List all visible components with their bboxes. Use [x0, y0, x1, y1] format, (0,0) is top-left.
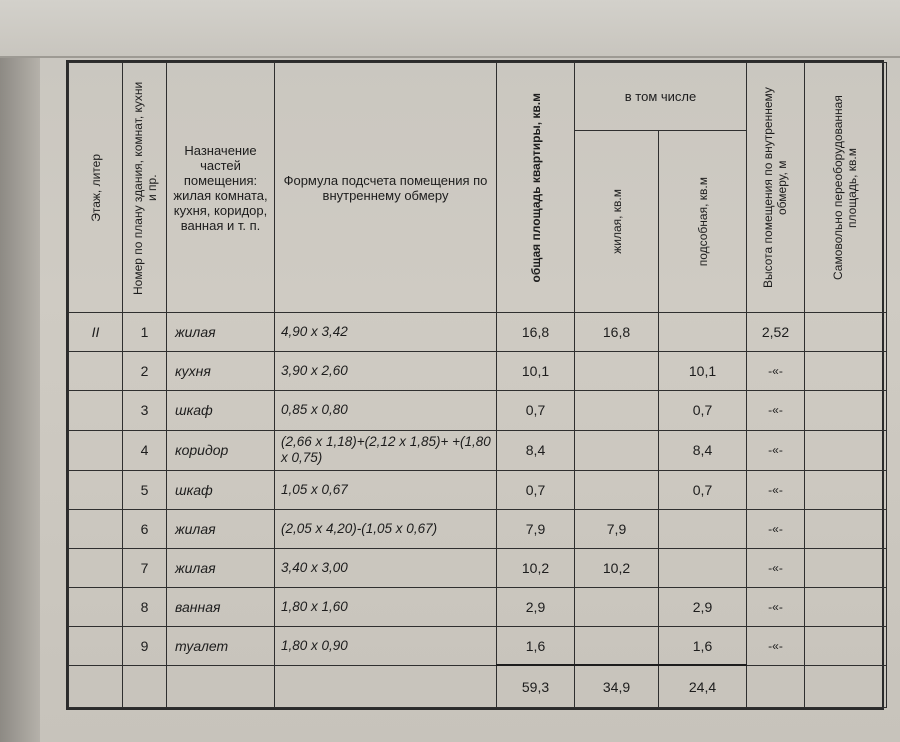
total-area-cell: 10,2	[497, 548, 575, 587]
room-number-cell: 7	[123, 548, 167, 587]
purpose-cell: жилая	[167, 313, 275, 352]
sheet-edge	[0, 0, 40, 742]
totals-empty-cell	[747, 665, 805, 707]
height-cell: -«-	[747, 548, 805, 587]
table-row	[69, 313, 887, 352]
page-top-strip	[0, 0, 900, 58]
height-cell: -«-	[747, 391, 805, 430]
aux-area-cell: 8,4	[659, 430, 747, 470]
table-row	[69, 509, 887, 548]
living-area-cell: 10,2	[575, 548, 659, 587]
living-area-cell	[575, 352, 659, 391]
totals-empty-cell	[167, 665, 275, 707]
aux-area-cell: 0,7	[659, 470, 747, 509]
formula-cell: 1,05 x 0,67	[275, 470, 497, 509]
header-total-area: общая площадь квартиры, кв.м	[497, 63, 575, 313]
height-cell: -«-	[747, 509, 805, 548]
header-floor-litera: Этаж, литер	[69, 63, 123, 313]
table-row	[69, 430, 887, 470]
totals-empty-cell	[69, 665, 123, 707]
living-area-cell: 7,9	[575, 509, 659, 548]
room-number-cell: 1	[123, 313, 167, 352]
purpose-cell: коридор	[167, 430, 275, 470]
room-number-cell: 6	[123, 509, 167, 548]
self-rebuilt-cell	[805, 391, 887, 430]
self-rebuilt-cell	[805, 352, 887, 391]
height-cell: -«-	[747, 430, 805, 470]
purpose-cell: туалет	[167, 626, 275, 665]
formula-cell: (2,05 x 4,20)-(1,05 x 0,67)	[275, 509, 497, 548]
self-rebuilt-cell	[805, 587, 887, 626]
self-rebuilt-cell	[805, 548, 887, 587]
living-area-sum: 34,9	[575, 665, 659, 707]
purpose-cell: ванная	[167, 587, 275, 626]
floor-cell	[69, 352, 123, 391]
room-area-table	[66, 60, 884, 710]
aux-area-cell: 2,9	[659, 587, 747, 626]
header-purpose: Назначение частей помещения: жилая комната, кухня, коридор, ванная и т. п.	[167, 63, 275, 313]
aux-area-sum: 24,4	[659, 665, 747, 707]
floor-cell	[69, 470, 123, 509]
aux-area-cell: 0,7	[659, 391, 747, 430]
self-rebuilt-cell	[805, 430, 887, 470]
total-area-sum: 59,3	[497, 665, 575, 707]
total-area-cell: 2,9	[497, 587, 575, 626]
header-including: в том числе	[575, 63, 747, 131]
living-area-cell	[575, 430, 659, 470]
height-cell: -«-	[747, 470, 805, 509]
aux-area-cell	[659, 313, 747, 352]
formula-cell: 4,90 x 3,42	[275, 313, 497, 352]
totals-empty-cell	[805, 665, 887, 707]
purpose-cell: жилая	[167, 509, 275, 548]
formula-cell: 3,90 x 2,60	[275, 352, 497, 391]
purpose-cell: шкаф	[167, 470, 275, 509]
total-area-cell: 16,8	[497, 313, 575, 352]
header-height: Высота помещения по внутреннему обмеру, м	[747, 63, 805, 313]
room-number-cell: 2	[123, 352, 167, 391]
self-rebuilt-cell	[805, 313, 887, 352]
total-area-cell: 0,7	[497, 391, 575, 430]
header-plan-number: Номер по плану здания, комнат, кухни и пр.	[123, 63, 167, 313]
self-rebuilt-cell	[805, 626, 887, 665]
living-area-cell	[575, 391, 659, 430]
header-living: жилая, кв.м	[575, 131, 659, 313]
total-area-cell: 10,1	[497, 352, 575, 391]
room-number-cell: 8	[123, 587, 167, 626]
floor-cell	[69, 626, 123, 665]
room-number-cell: 4	[123, 430, 167, 470]
formula-cell: 1,80 x 0,90	[275, 626, 497, 665]
header-formula: Формула подсчета помещения по внутреннему обмеру	[275, 63, 497, 313]
floor-cell	[69, 391, 123, 430]
room-number-cell: 9	[123, 626, 167, 665]
floor-cell	[69, 587, 123, 626]
table-row	[69, 352, 887, 391]
living-area-cell: 16,8	[575, 313, 659, 352]
purpose-cell: жилая	[167, 548, 275, 587]
height-cell: -«-	[747, 626, 805, 665]
floor-cell	[69, 548, 123, 587]
purpose-cell: шкаф	[167, 391, 275, 430]
living-area-cell	[575, 587, 659, 626]
height-cell: -«-	[747, 352, 805, 391]
totals-empty-cell	[275, 665, 497, 707]
table-row	[69, 626, 887, 665]
aux-area-cell	[659, 509, 747, 548]
table-row	[69, 391, 887, 430]
total-area-cell: 8,4	[497, 430, 575, 470]
total-area-cell: 7,9	[497, 509, 575, 548]
height-cell: 2,52	[747, 313, 805, 352]
aux-area-cell	[659, 548, 747, 587]
formula-cell: 1,80 x 1,60	[275, 587, 497, 626]
total-area-cell: 0,7	[497, 470, 575, 509]
aux-area-cell: 10,1	[659, 352, 747, 391]
living-area-cell	[575, 626, 659, 665]
living-area-cell	[575, 470, 659, 509]
height-cell: -«-	[747, 587, 805, 626]
self-rebuilt-cell	[805, 509, 887, 548]
totals-empty-cell	[123, 665, 167, 707]
header-auxiliary: подсобная, кв.м	[659, 131, 747, 313]
total-area-cell: 1,6	[497, 626, 575, 665]
formula-cell: (2,66 x 1,18)+(2,12 x 1,85)+ +(1,80 x 0,75)	[275, 430, 497, 470]
totals-row	[69, 665, 887, 707]
room-number-cell: 5	[123, 470, 167, 509]
table-row	[69, 470, 887, 509]
header-self-rebuilt: Самовольно переоборудованная площадь, кв.м	[805, 63, 887, 313]
room-number-cell: 3	[123, 391, 167, 430]
formula-cell: 3,40 x 3,00	[275, 548, 497, 587]
table-row	[69, 548, 887, 587]
formula-cell: 0,85 x 0,80	[275, 391, 497, 430]
floor-cell	[69, 509, 123, 548]
aux-area-cell: 1,6	[659, 626, 747, 665]
floor-cell: II	[69, 313, 123, 352]
floor-cell	[69, 430, 123, 470]
self-rebuilt-cell	[805, 470, 887, 509]
table-row	[69, 587, 887, 626]
purpose-cell: кухня	[167, 352, 275, 391]
